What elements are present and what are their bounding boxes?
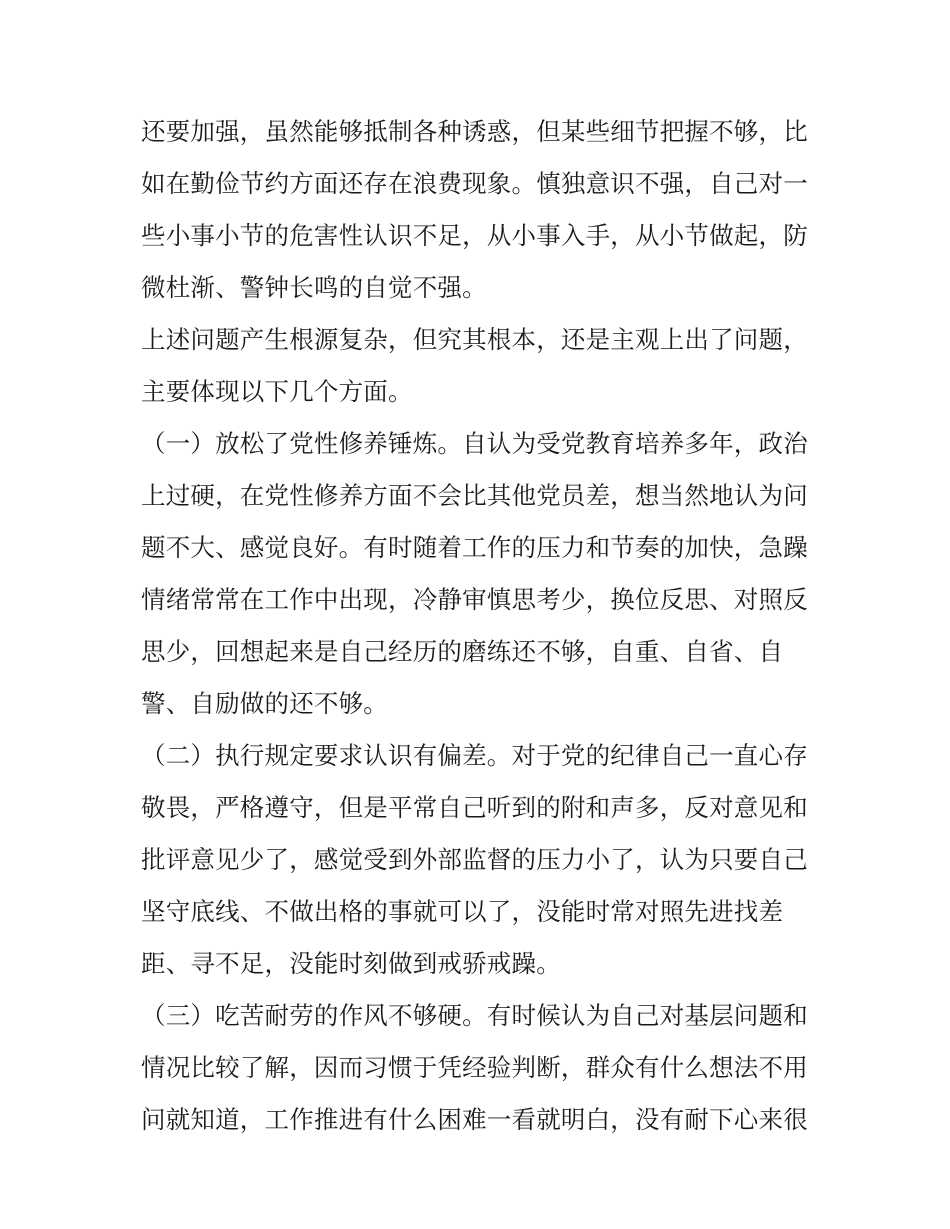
text-line: 思少，回想起来是自己经历的磨练还不够，自重、自省、自 <box>141 637 784 666</box>
text-line: 上述问题产生根源复杂，但究其根本，还是主观上出了问题， <box>141 325 808 354</box>
text-line: 问就知道，工作推进有什么困难一看就明白，没有耐下心来很 <box>141 1105 808 1134</box>
text-line: （二）执行规定要求认识有偏差。对于党的纪律自己一直心存 <box>141 741 808 770</box>
document-body <box>141 106 813 1146</box>
text-line: 情绪常常在工作中出现，冷静审慎思考少，换位反思、对照反 <box>141 585 808 614</box>
text-line: （一）放松了党性修养锤炼。自认为受党教育培养多年，政治 <box>141 429 808 458</box>
text-line: 些小事小节的危害性认识不足，从小事入手，从小节做起，防 <box>141 221 808 250</box>
text-line: 批评意见少了，感觉受到外部监督的压力小了，认为只要自己 <box>141 845 808 874</box>
text-line: 坚守底线、不做出格的事就可以了，没能时常对照先进找差 <box>141 897 784 926</box>
text-line: 还要加强，虽然能够抵制各种诱惑，但某些细节把握不够，比 <box>141 117 808 146</box>
text-line: 警、自励做的还不够。 <box>141 689 388 718</box>
text-line: 如在勤俭节约方面还存在浪费现象。慎独意识不强，自己对一 <box>141 169 808 198</box>
text-line: 微杜渐、警钟长鸣的自觉不强。 <box>141 273 487 302</box>
text-line: 主要体现以下几个方面。 <box>141 377 413 406</box>
text-line: 敬畏，严格遵守，但是平常自己听到的附和声多，反对意见和 <box>141 793 808 822</box>
text-line: 距、寻不足，没能时刻做到戒骄戒躁。 <box>141 949 561 978</box>
text-line: （三）吃苦耐劳的作风不够硬。有时候认为自己对基层问题和 <box>141 1001 808 1030</box>
text-line: 情况比较了解，因而习惯于凭经验判断，群众有什么想法不用 <box>141 1053 808 1082</box>
text-line: 上过硬，在党性修养方面不会比其他党员差，想当然地认为问 <box>141 481 808 510</box>
text-line: 题不大、感觉良好。有时随着工作的压力和节奏的加快，急躁 <box>141 533 808 562</box>
